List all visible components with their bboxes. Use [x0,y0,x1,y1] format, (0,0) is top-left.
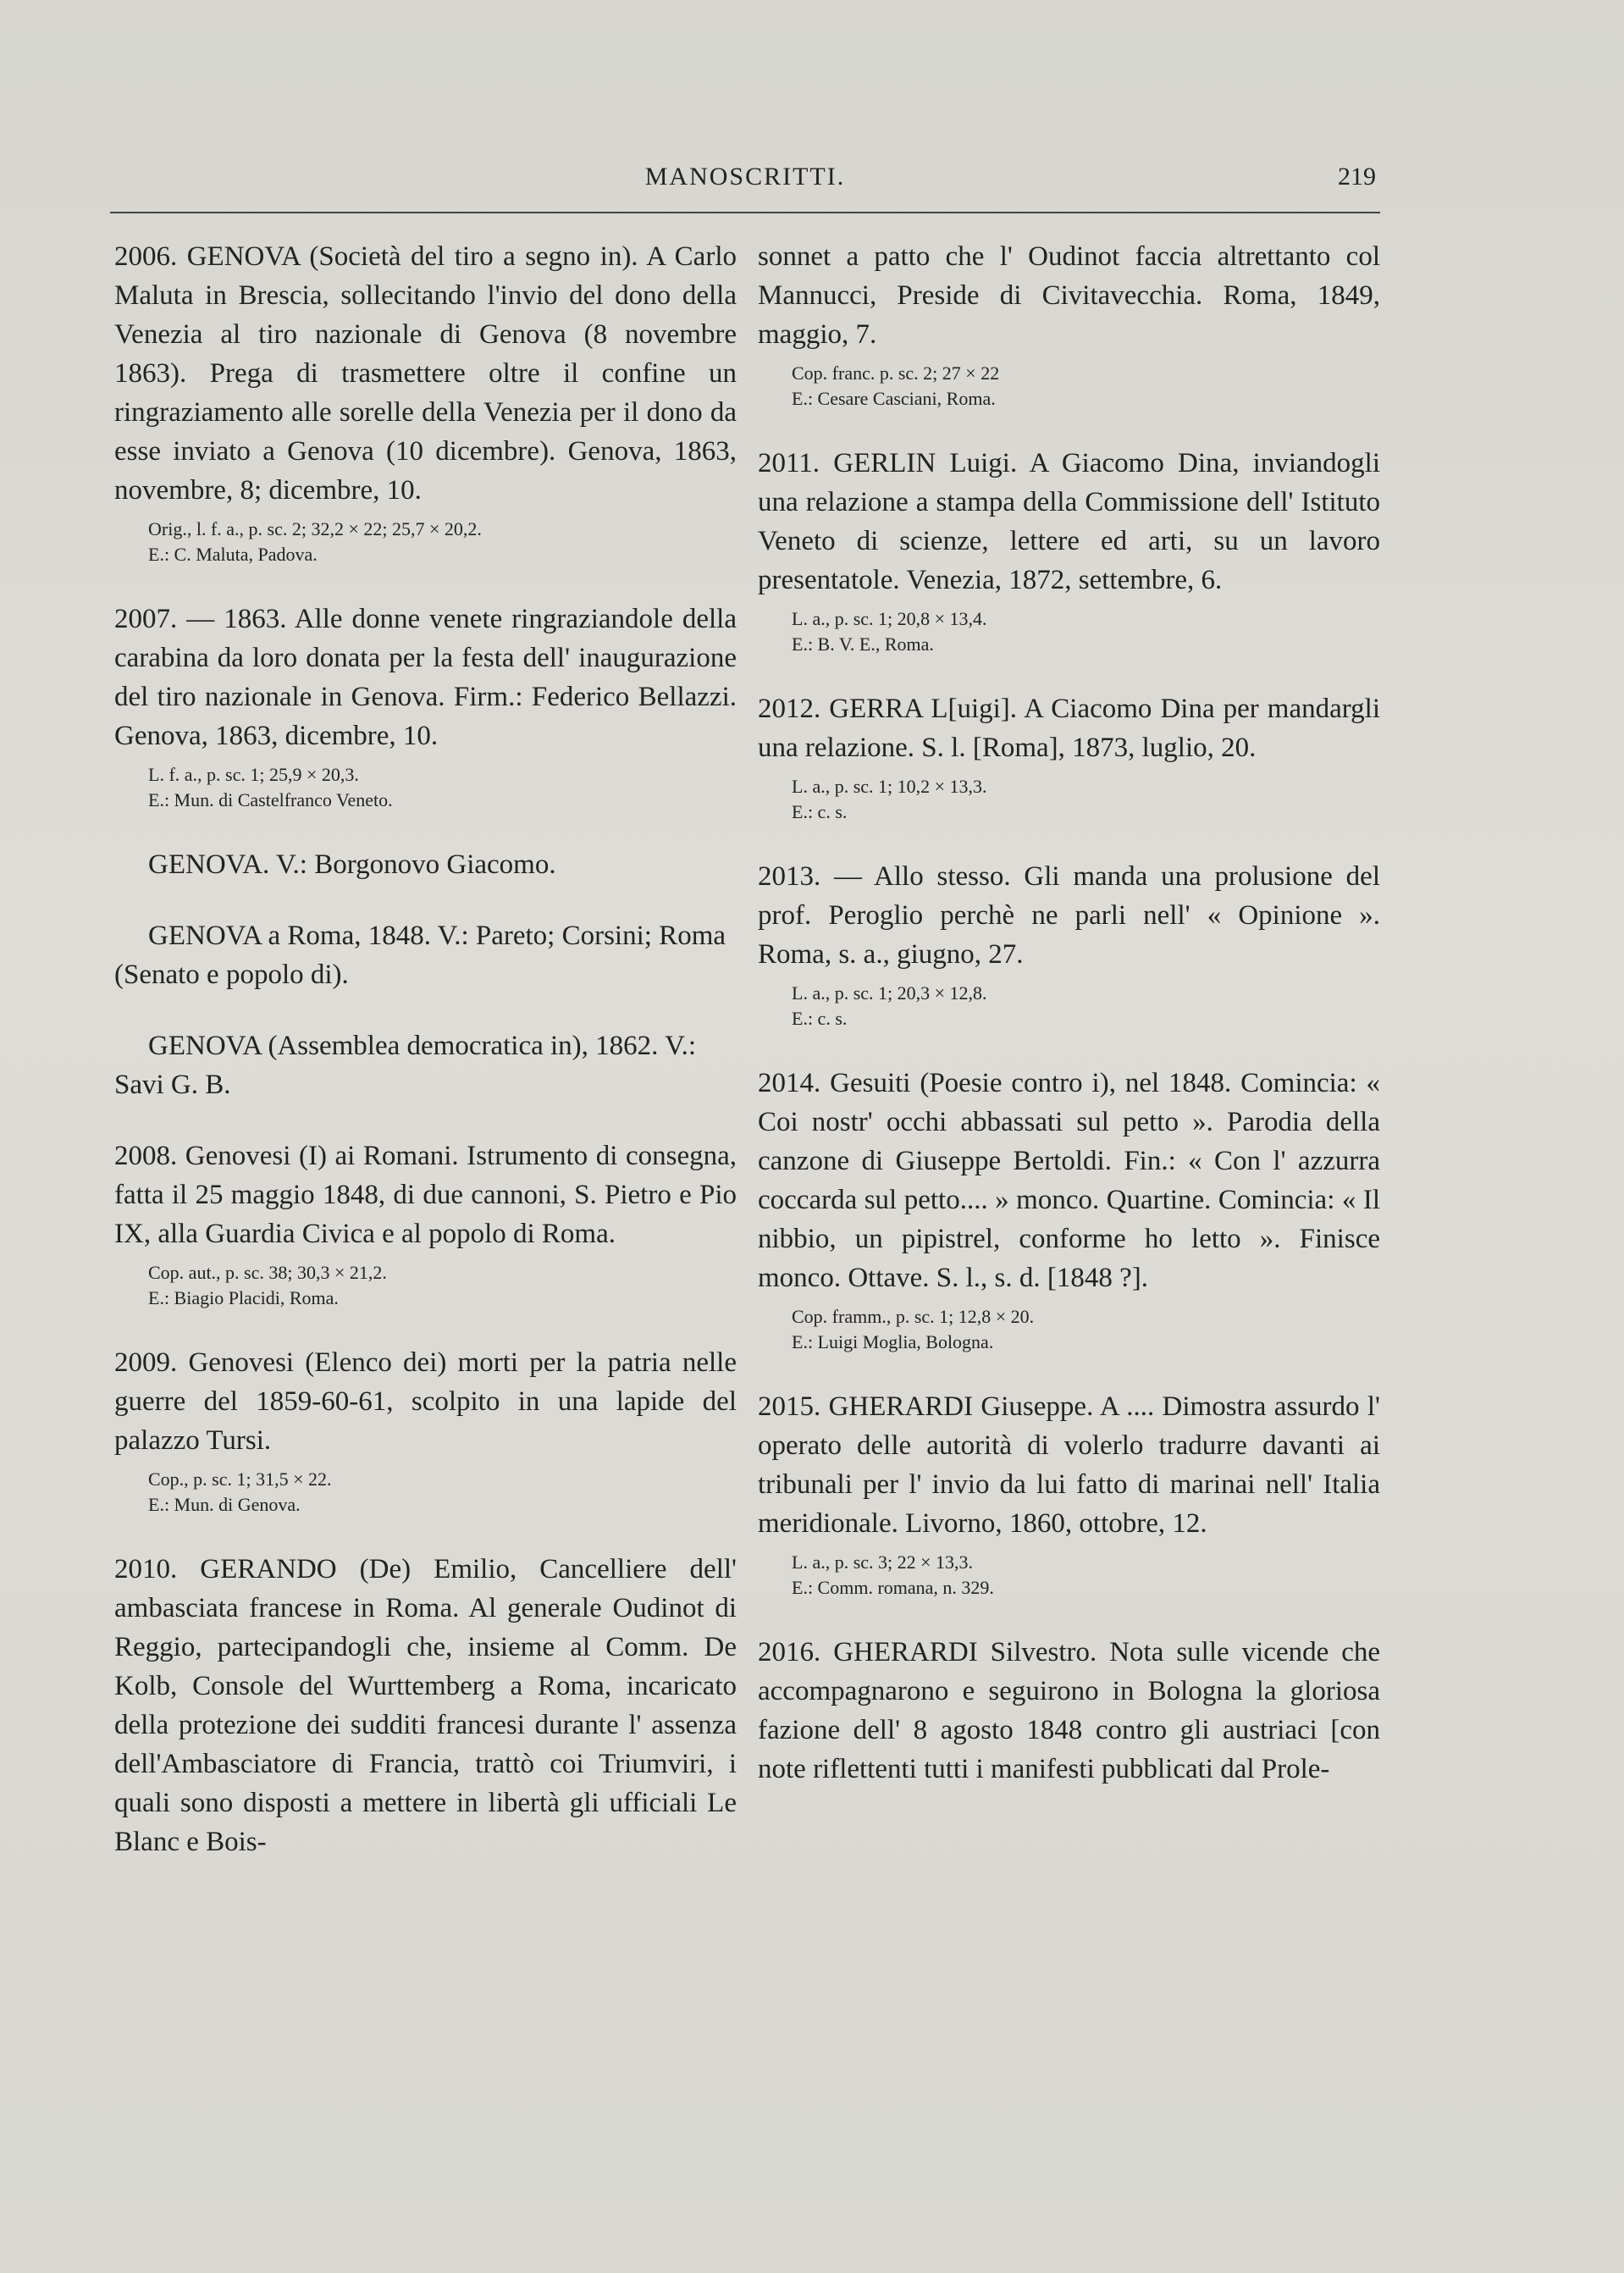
entry-source: E.: c. s. [792,801,848,822]
entry-source: E.: Comm. romana, n. 329. [792,1577,994,1598]
entry-2009 [114,1343,737,1518]
entry-source: E.: c. s. [792,1008,848,1029]
entry-text: 2015. GHERARDI Giuseppe. A .... Dimostra assurdo l' operato delle autorità di volerlo tradurre davanti ai tribunali per l' invio da lui fatto di marinai nell' Italia meridionale. Livorno, 1860, ottobre, 12. [758,1391,1380,1539]
entry-source: E.: Biagio Placidi, Roma. [148,1287,339,1308]
header-rule [110,212,1380,213]
running-title: MANOSCRITTI. [644,163,846,191]
entry-source: E.: Luigi Moglia, Bologna. [792,1331,994,1352]
entry-note: L. a., p. sc. 1; 20,3 × 12,8. [792,982,987,1004]
entry-text: 2013. — Allo stesso. Gli manda una prolusione del prof. Peroglio perchè ne parli nell' « Opinione ». Roma, s. a., giugno, 27. [758,861,1380,970]
entry-2007 [114,600,737,813]
entry-note: Cop. framm., p. sc. 1; 12,8 × 20. [792,1306,1035,1327]
entry-note: Cop., p. sc. 1; 31,5 × 22. [148,1468,332,1490]
entry-2014 [758,1064,1380,1355]
cross-reference: GENOVA a Roma, 1848. V.: Pareto; Corsini; Roma (Senato e popolo di). [114,921,726,990]
entry-text: 2008. Genovesi (I) ai Romani. Istrumento di consegna, fatta il 25 maggio 1848, di due cannoni, S. Pietro e Pio IX, alla Guardia Civica e al popolo di Roma. [114,1141,737,1249]
entry-2008 [114,1136,737,1311]
entry-text: 2012. GERRA L[uigi]. A Ciacomo Dina per mandargli una relazione. S. l. [Roma], 1873, luglio, 20. [758,694,1380,763]
cross-reference: GENOVA. V.: Borgonovo Giacomo. [148,849,556,880]
entry-text: 2014. Gesuiti (Poesie contro i), nel 1848. Comincia: « Coi nostr' occhi abbassati sul petto ». Parodia della canzone di Giuseppe Bertoldi. Fin.: « Con l' azzurra coccarda sul petto.... » monco. Quartine. Comincia: « Il nibbio, un pipistrel, conforme ho letto ». Finisce monco. Ottave. S. l., s. d. [1848 ?]. [758,1068,1380,1293]
entry-text: 2009. Genovesi (Elenco dei) morti per la patria nelle guerre del 1859-60-61, scolpito in una lapide del palazzo Tursi. [114,1347,737,1456]
entry-text: 2007. — 1863. Alle donne venete ringraziandole della carabina da loro donata per la festa dell' inaugurazione del tiro nazionale in Genova. Firm.: Federico Bellazzi. Genova, 1863, dicembre, 10. [114,604,737,751]
entry-text: 2010. GERANDO (De) Emilio, Cancelliere dell' ambasciata francese in Roma. Al generale Oudinot di Reggio, partecipandogli che, insieme al Comm. De Kolb, Console del Wurttemberg a Roma, incaricato della protezione dei sudditi francesi durante l' assenza dell'Ambasciatore di Francia, trattò coi Triumviri, i quali sono disposti a mettere in libertà gli ufficiali Le Blanc e Bois- [114,1554,737,1857]
right-column [758,237,1380,1821]
entry-2011 [758,444,1380,657]
entry-text: 2016. GHERARDI Silvestro. Nota sulle vicende che accompagnarono e seguirono in Bologna la gloriosa fazione dell' 8 agosto 1848 contro gli austriaci [con note riflettenti tutti i manifesti pubblicati dal Prole- [758,1637,1380,1784]
entry-text: 2011. GERLIN Luigi. A Giacomo Dina, inviandogli una relazione a stampa della Commissione dell' Istituto Veneto di scienze, lettere ed arti, su un lavoro presentatole. Venezia, 1872, settembre, 6. [758,448,1380,595]
entry-2013 [758,857,1380,1031]
entry-note: Cop. franc. p. sc. 2; 27 × 22 [792,362,1000,384]
page-header [114,163,1376,205]
entry-source: E.: C. Maluta, Padova. [148,544,318,565]
entry-source: E.: Mun. di Castelfranco Veneto. [148,789,393,810]
entry-source: E.: Cesare Casciani, Roma. [792,388,996,409]
entry-note: L. a., p. sc. 1; 20,8 × 13,4. [792,608,987,629]
entry-note: L. a., p. sc. 1; 10,2 × 13,3. [792,776,987,797]
cross-reference: GENOVA (Assemblea democratica in), 1862. V.: Savi G. B. [114,1031,697,1100]
page-number: 219 [1338,163,1376,191]
entry-2015 [758,1387,1380,1601]
entry-text: sonnet a patto che l' Oudinot faccia altrettanto col Mannucci, Preside di Civitavecchia. Roma, 1849, maggio, 7. [758,241,1380,350]
entry-2010 [114,1550,737,1861]
entry-2016 [758,1633,1380,1789]
entry-2012 [758,689,1380,825]
entry-source: E.: B. V. E., Roma. [792,633,934,655]
entry-2010-continued [758,237,1380,412]
entry-note: L. f. a., p. sc. 1; 25,9 × 20,3. [148,764,359,785]
entry-2006 [114,237,737,567]
entry-note: Cop. aut., p. sc. 38; 30,3 × 21,2. [148,1262,387,1283]
entry-source: E.: Mun. di Genova. [148,1494,301,1515]
left-column [114,237,737,1894]
entry-note: L. a., p. sc. 3; 22 × 13,3. [792,1551,974,1573]
entry-text: 2006. GENOVA (Società del tiro a segno in). A Carlo Maluta in Brescia, sollecitando l'invio del dono della Venezia al tiro nazionale di Genova (8 novembre 1863). Prega di trasmettere oltre il confine un ringraziamento alle sorelle della Venezia per il dono da esse inviato a Genova (10 dicembre). Genova, 1863, novembre, 8; dicembre, 10. [114,241,737,506]
entry-note: Orig., l. f. a., p. sc. 2; 32,2 × 22; 25,7 × 20,2. [148,518,482,539]
